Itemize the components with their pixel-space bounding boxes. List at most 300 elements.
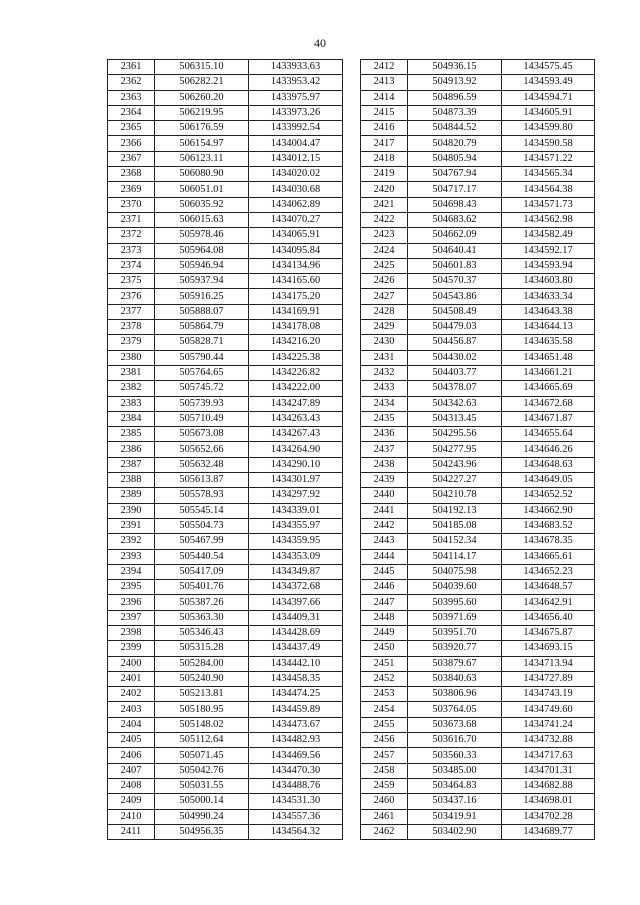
table-row	[361, 503, 595, 518]
table-row	[108, 304, 343, 319]
point-id-cell: 2441	[361, 503, 408, 518]
x-coordinate-cell: 504456.87	[408, 335, 502, 350]
point-id-cell: 2372	[108, 228, 155, 243]
point-id-cell: 2384	[108, 411, 155, 426]
y-coordinate-cell: 1434247.89	[249, 396, 343, 411]
x-coordinate-cell: 504570.37	[408, 274, 502, 289]
y-coordinate-cell: 1434531.30	[249, 794, 343, 809]
table-row	[361, 320, 595, 335]
x-coordinate-cell: 504185.08	[408, 518, 502, 533]
y-coordinate-cell: 1434226.82	[249, 365, 343, 380]
table-row	[108, 473, 343, 488]
y-coordinate-cell: 1434339.01	[249, 503, 343, 518]
table-row	[361, 105, 595, 120]
table-row	[108, 151, 343, 166]
y-coordinate-cell: 1434301.97	[249, 473, 343, 488]
x-coordinate-cell: 504378.07	[408, 381, 502, 396]
point-id-cell: 2450	[361, 641, 408, 656]
y-coordinate-cell: 1434713.94	[502, 656, 595, 671]
y-coordinate-cell: 1434030.68	[249, 182, 343, 197]
table-row	[361, 641, 595, 656]
y-coordinate-cell: 1434482.93	[249, 733, 343, 748]
x-coordinate-cell: 505363.30	[155, 610, 249, 625]
point-id-cell: 2458	[361, 763, 408, 778]
x-coordinate-cell: 503616.70	[408, 733, 502, 748]
point-id-cell: 2461	[361, 809, 408, 824]
table-row	[108, 702, 343, 717]
point-id-cell: 2462	[361, 824, 408, 839]
table-row	[361, 717, 595, 732]
table-row	[361, 411, 595, 426]
page-number: 40	[314, 36, 326, 50]
table-row	[108, 274, 343, 289]
table-row	[361, 381, 595, 396]
x-coordinate-cell: 505031.55	[155, 778, 249, 793]
point-id-cell: 2425	[361, 258, 408, 273]
x-coordinate-cell: 504896.59	[408, 90, 502, 105]
x-coordinate-cell: 505764.65	[155, 365, 249, 380]
y-coordinate-cell: 1434355.97	[249, 518, 343, 533]
table-row	[361, 90, 595, 105]
y-coordinate-cell: 1434297.92	[249, 488, 343, 503]
y-coordinate-cell: 1434644.13	[502, 320, 595, 335]
point-id-cell: 2407	[108, 763, 155, 778]
point-id-cell: 2419	[361, 167, 408, 182]
point-id-cell: 2405	[108, 733, 155, 748]
point-id-cell: 2370	[108, 197, 155, 212]
point-id-cell: 2454	[361, 702, 408, 717]
x-coordinate-cell: 503437.16	[408, 794, 502, 809]
table-row	[108, 809, 343, 824]
x-coordinate-cell: 503560.33	[408, 748, 502, 763]
y-coordinate-cell: 1434701.31	[502, 763, 595, 778]
y-coordinate-cell: 1434592.17	[502, 243, 595, 258]
x-coordinate-cell: 503971.69	[408, 610, 502, 625]
point-id-cell: 2451	[361, 656, 408, 671]
y-coordinate-cell: 1434359.95	[249, 534, 343, 549]
point-id-cell: 2457	[361, 748, 408, 763]
point-id-cell: 2364	[108, 105, 155, 120]
table-row	[361, 121, 595, 136]
table-row	[361, 258, 595, 273]
y-coordinate-cell: 1434603.80	[502, 274, 595, 289]
x-coordinate-cell: 505112.64	[155, 733, 249, 748]
table-row	[108, 794, 343, 809]
y-coordinate-cell: 1434652.52	[502, 488, 595, 503]
x-coordinate-cell: 505613.87	[155, 473, 249, 488]
y-coordinate-cell: 1434470.30	[249, 763, 343, 778]
y-coordinate-cell: 1433953.42	[249, 75, 343, 90]
point-id-cell: 2402	[108, 687, 155, 702]
table-row	[108, 121, 343, 136]
x-coordinate-cell: 506015.63	[155, 212, 249, 227]
point-id-cell: 2440	[361, 488, 408, 503]
y-coordinate-cell: 1434743.19	[502, 687, 595, 702]
point-id-cell: 2421	[361, 197, 408, 212]
y-coordinate-cell: 1434671.87	[502, 411, 595, 426]
x-coordinate-cell: 506123.11	[155, 151, 249, 166]
point-id-cell: 2418	[361, 151, 408, 166]
y-coordinate-cell: 1433933.63	[249, 60, 343, 75]
point-id-cell: 2443	[361, 534, 408, 549]
x-coordinate-cell: 504698.43	[408, 197, 502, 212]
point-id-cell: 2363	[108, 90, 155, 105]
point-id-cell: 2380	[108, 350, 155, 365]
y-coordinate-cell: 1434175.20	[249, 289, 343, 304]
x-coordinate-cell: 506315.10	[155, 60, 249, 75]
x-coordinate-cell: 504210.78	[408, 488, 502, 503]
y-coordinate-cell: 1434442.10	[249, 656, 343, 671]
table-row	[361, 580, 595, 595]
point-id-cell: 2422	[361, 212, 408, 227]
y-coordinate-cell: 1434564.32	[249, 824, 343, 839]
point-id-cell: 2445	[361, 564, 408, 579]
point-id-cell: 2365	[108, 121, 155, 136]
table-row	[361, 748, 595, 763]
x-coordinate-cell: 505346.43	[155, 625, 249, 640]
x-coordinate-cell: 505710.49	[155, 411, 249, 426]
table-row	[361, 549, 595, 564]
table-row	[361, 427, 595, 442]
x-coordinate-cell: 503402.90	[408, 824, 502, 839]
table-row	[108, 763, 343, 778]
y-coordinate-cell: 1434469.56	[249, 748, 343, 763]
y-coordinate-cell: 1434169.91	[249, 304, 343, 319]
y-coordinate-cell: 1434225.38	[249, 350, 343, 365]
x-coordinate-cell: 505042.76	[155, 763, 249, 778]
x-coordinate-cell: 504873.39	[408, 105, 502, 120]
y-coordinate-cell: 1434646.26	[502, 442, 595, 457]
y-coordinate-cell: 1434672.68	[502, 396, 595, 411]
x-coordinate-cell: 505284.00	[155, 656, 249, 671]
point-id-cell: 2409	[108, 794, 155, 809]
y-coordinate-cell: 1434575.45	[502, 60, 595, 75]
y-coordinate-cell: 1434474.25	[249, 687, 343, 702]
point-id-cell: 2433	[361, 381, 408, 396]
x-coordinate-cell: 504956.35	[155, 824, 249, 839]
x-coordinate-cell: 505213.81	[155, 687, 249, 702]
x-coordinate-cell: 505578.93	[155, 488, 249, 503]
x-coordinate-cell: 506080.90	[155, 167, 249, 182]
x-coordinate-cell: 505071.45	[155, 748, 249, 763]
x-coordinate-cell: 505946.94	[155, 258, 249, 273]
table-row	[108, 75, 343, 90]
y-coordinate-cell: 1434165.60	[249, 274, 343, 289]
table-row	[361, 151, 595, 166]
x-coordinate-cell: 503806.96	[408, 687, 502, 702]
y-coordinate-cell: 1434717.63	[502, 748, 595, 763]
table-row	[108, 824, 343, 839]
x-coordinate-cell: 503485.00	[408, 763, 502, 778]
x-coordinate-cell: 504543.86	[408, 289, 502, 304]
point-id-cell: 2417	[361, 136, 408, 151]
point-id-cell: 2446	[361, 580, 408, 595]
point-id-cell: 2415	[361, 105, 408, 120]
table-row	[361, 167, 595, 182]
x-coordinate-cell: 504227.27	[408, 473, 502, 488]
table-row	[361, 687, 595, 702]
y-coordinate-cell: 1434216.20	[249, 335, 343, 350]
x-coordinate-cell: 505937.94	[155, 274, 249, 289]
x-coordinate-cell: 506035.92	[155, 197, 249, 212]
coordinates-table-right-body	[361, 60, 595, 840]
y-coordinate-cell: 1434727.89	[502, 671, 595, 686]
point-id-cell: 2413	[361, 75, 408, 90]
y-coordinate-cell: 1433975.97	[249, 90, 343, 105]
point-id-cell: 2449	[361, 625, 408, 640]
x-coordinate-cell: 504313.45	[408, 411, 502, 426]
table-row	[361, 75, 595, 90]
point-id-cell: 2459	[361, 778, 408, 793]
table-row	[361, 60, 595, 75]
point-id-cell: 2401	[108, 671, 155, 686]
y-coordinate-cell: 1434593.94	[502, 258, 595, 273]
point-id-cell: 2367	[108, 151, 155, 166]
point-id-cell: 2371	[108, 212, 155, 227]
x-coordinate-cell: 504767.94	[408, 167, 502, 182]
table-row	[361, 656, 595, 671]
point-id-cell: 2420	[361, 182, 408, 197]
x-coordinate-cell: 504913.92	[408, 75, 502, 90]
table-row	[361, 625, 595, 640]
x-coordinate-cell: 503879.67	[408, 656, 502, 671]
y-coordinate-cell: 1434749.60	[502, 702, 595, 717]
x-coordinate-cell: 505401.76	[155, 580, 249, 595]
table-row	[108, 549, 343, 564]
x-coordinate-cell: 504114.17	[408, 549, 502, 564]
x-coordinate-cell: 505652.66	[155, 442, 249, 457]
table-row	[361, 136, 595, 151]
coordinates-table-right	[360, 59, 595, 840]
table-row	[108, 320, 343, 335]
x-coordinate-cell: 505828.71	[155, 335, 249, 350]
point-id-cell: 2460	[361, 794, 408, 809]
table-row	[361, 396, 595, 411]
point-id-cell: 2403	[108, 702, 155, 717]
x-coordinate-cell: 503464.83	[408, 778, 502, 793]
x-coordinate-cell: 504936.15	[408, 60, 502, 75]
table-row	[361, 488, 595, 503]
table-row	[361, 350, 595, 365]
point-id-cell: 2387	[108, 457, 155, 472]
table-row	[361, 442, 595, 457]
table-row	[108, 457, 343, 472]
y-coordinate-cell: 1434642.91	[502, 595, 595, 610]
table-row	[108, 90, 343, 105]
x-coordinate-cell: 504277.95	[408, 442, 502, 457]
y-coordinate-cell: 1434683.52	[502, 518, 595, 533]
y-coordinate-cell: 1434732.88	[502, 733, 595, 748]
x-coordinate-cell: 506282.21	[155, 75, 249, 90]
x-coordinate-cell: 505467.99	[155, 534, 249, 549]
y-coordinate-cell: 1434264.90	[249, 442, 343, 457]
point-id-cell: 2412	[361, 60, 408, 75]
y-coordinate-cell: 1434741.24	[502, 717, 595, 732]
x-coordinate-cell: 505315.28	[155, 641, 249, 656]
table-row	[108, 671, 343, 686]
y-coordinate-cell: 1434656.40	[502, 610, 595, 625]
y-coordinate-cell: 1434004.47	[249, 136, 343, 151]
x-coordinate-cell: 505180.95	[155, 702, 249, 717]
point-id-cell: 2392	[108, 534, 155, 549]
point-id-cell: 2378	[108, 320, 155, 335]
x-coordinate-cell: 504342.63	[408, 396, 502, 411]
point-id-cell: 2436	[361, 427, 408, 442]
x-coordinate-cell: 505916.25	[155, 289, 249, 304]
table-row	[108, 595, 343, 610]
x-coordinate-cell: 505739.93	[155, 396, 249, 411]
y-coordinate-cell: 1434473.67	[249, 717, 343, 732]
x-coordinate-cell: 504479.03	[408, 320, 502, 335]
y-coordinate-cell: 1434290.10	[249, 457, 343, 472]
point-id-cell: 2366	[108, 136, 155, 151]
table-row	[108, 105, 343, 120]
x-coordinate-cell: 504820.79	[408, 136, 502, 151]
x-coordinate-cell: 504717.17	[408, 182, 502, 197]
point-id-cell: 2438	[361, 457, 408, 472]
table-row	[108, 641, 343, 656]
table-row	[108, 610, 343, 625]
table-row	[361, 778, 595, 793]
y-coordinate-cell: 1434222.00	[249, 381, 343, 396]
table-row	[108, 503, 343, 518]
y-coordinate-cell: 1434134.96	[249, 258, 343, 273]
point-id-cell: 2393	[108, 549, 155, 564]
table-row	[108, 396, 343, 411]
point-id-cell: 2428	[361, 304, 408, 319]
point-id-cell: 2424	[361, 243, 408, 258]
point-id-cell: 2397	[108, 610, 155, 625]
table-row	[108, 197, 343, 212]
y-coordinate-cell: 1434012.15	[249, 151, 343, 166]
table-row	[108, 136, 343, 151]
x-coordinate-cell: 504295.56	[408, 427, 502, 442]
y-coordinate-cell: 1434065.91	[249, 228, 343, 243]
y-coordinate-cell: 1434599.80	[502, 121, 595, 136]
point-id-cell: 2435	[361, 411, 408, 426]
y-coordinate-cell: 1434582.49	[502, 228, 595, 243]
point-id-cell: 2375	[108, 274, 155, 289]
x-coordinate-cell: 505745.72	[155, 381, 249, 396]
y-coordinate-cell: 1434095.84	[249, 243, 343, 258]
y-coordinate-cell: 1434702.28	[502, 809, 595, 824]
y-coordinate-cell: 1434571.22	[502, 151, 595, 166]
point-id-cell: 2398	[108, 625, 155, 640]
y-coordinate-cell: 1434458.35	[249, 671, 343, 686]
x-coordinate-cell: 506154.97	[155, 136, 249, 151]
x-coordinate-cell: 505417.09	[155, 564, 249, 579]
point-id-cell: 2406	[108, 748, 155, 763]
y-coordinate-cell: 1434593.49	[502, 75, 595, 90]
table-row	[361, 274, 595, 289]
y-coordinate-cell: 1434682.88	[502, 778, 595, 793]
y-coordinate-cell: 1434678.35	[502, 534, 595, 549]
table-row	[361, 212, 595, 227]
x-coordinate-cell: 504805.94	[408, 151, 502, 166]
table-row	[108, 687, 343, 702]
x-coordinate-cell: 503419.91	[408, 809, 502, 824]
point-id-cell: 2381	[108, 365, 155, 380]
table-row	[108, 350, 343, 365]
table-row	[108, 656, 343, 671]
x-coordinate-cell: 503764.05	[408, 702, 502, 717]
table-row	[361, 824, 595, 839]
point-id-cell: 2404	[108, 717, 155, 732]
point-id-cell: 2373	[108, 243, 155, 258]
point-id-cell: 2432	[361, 365, 408, 380]
x-coordinate-cell: 504683.62	[408, 212, 502, 227]
x-coordinate-cell: 505000.14	[155, 794, 249, 809]
y-coordinate-cell: 1434062.89	[249, 197, 343, 212]
table-row	[108, 534, 343, 549]
x-coordinate-cell: 505545.14	[155, 503, 249, 518]
table-row	[361, 794, 595, 809]
y-coordinate-cell: 1434635.58	[502, 335, 595, 350]
coordinates-table-left-body	[108, 60, 343, 840]
x-coordinate-cell: 505673.08	[155, 427, 249, 442]
x-coordinate-cell: 504508.49	[408, 304, 502, 319]
x-coordinate-cell: 504844.52	[408, 121, 502, 136]
table-row	[361, 197, 595, 212]
table-row	[108, 411, 343, 426]
table-row	[108, 625, 343, 640]
point-id-cell: 2431	[361, 350, 408, 365]
table-row	[108, 182, 343, 197]
y-coordinate-cell: 1434643.38	[502, 304, 595, 319]
table-row	[108, 381, 343, 396]
table-row	[108, 748, 343, 763]
y-coordinate-cell: 1434437.49	[249, 641, 343, 656]
y-coordinate-cell: 1434655.64	[502, 427, 595, 442]
table-row	[108, 60, 343, 75]
point-id-cell: 2437	[361, 442, 408, 457]
y-coordinate-cell: 1434020.02	[249, 167, 343, 182]
y-coordinate-cell: 1434649.05	[502, 473, 595, 488]
x-coordinate-cell: 505148.02	[155, 717, 249, 732]
x-coordinate-cell: 505387.26	[155, 595, 249, 610]
table-row	[108, 228, 343, 243]
y-coordinate-cell: 1434661.21	[502, 365, 595, 380]
x-coordinate-cell: 506051.01	[155, 182, 249, 197]
point-id-cell: 2385	[108, 427, 155, 442]
point-id-cell: 2427	[361, 289, 408, 304]
x-coordinate-cell: 505440.54	[155, 549, 249, 564]
table-row	[108, 717, 343, 732]
y-coordinate-cell: 1434372.68	[249, 580, 343, 595]
y-coordinate-cell: 1434565.34	[502, 167, 595, 182]
point-id-cell: 2414	[361, 90, 408, 105]
x-coordinate-cell: 504662.09	[408, 228, 502, 243]
table-row	[108, 289, 343, 304]
point-id-cell: 2447	[361, 595, 408, 610]
x-coordinate-cell: 503995.60	[408, 595, 502, 610]
x-coordinate-cell: 503673.68	[408, 717, 502, 732]
y-coordinate-cell: 1434662.90	[502, 503, 595, 518]
x-coordinate-cell: 506176.59	[155, 121, 249, 136]
x-coordinate-cell: 504243.96	[408, 457, 502, 472]
point-id-cell: 2382	[108, 381, 155, 396]
table-row	[361, 365, 595, 380]
x-coordinate-cell: 504403.77	[408, 365, 502, 380]
point-id-cell: 2455	[361, 717, 408, 732]
y-coordinate-cell: 1434178.08	[249, 320, 343, 335]
y-coordinate-cell: 1434564.38	[502, 182, 595, 197]
point-id-cell: 2416	[361, 121, 408, 136]
x-coordinate-cell: 505790.44	[155, 350, 249, 365]
y-coordinate-cell: 1434571.73	[502, 197, 595, 212]
y-coordinate-cell: 1434428.69	[249, 625, 343, 640]
point-id-cell: 2408	[108, 778, 155, 793]
